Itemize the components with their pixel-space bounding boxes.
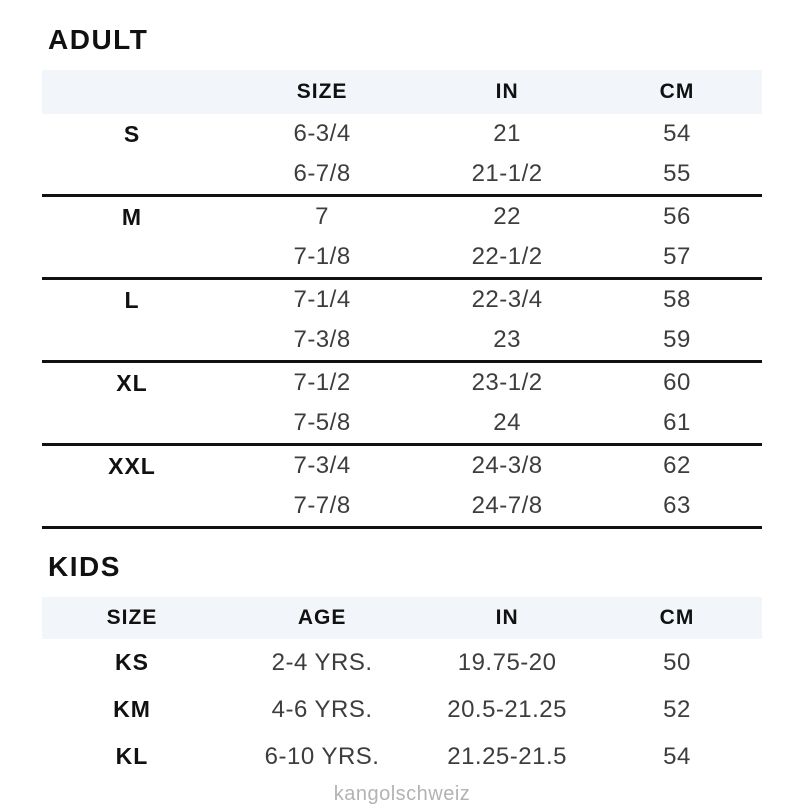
table-row [42,280,762,320]
kids-table-header [42,597,762,639]
cm-value: 61 [663,409,691,436]
size-label: M [121,203,143,230]
kids-col-size: SIZE [106,606,158,629]
size-group-m [42,197,762,280]
cm-value: 59 [663,326,691,353]
inches-value: 22-1/2 [471,243,543,270]
cm-value: 62 [663,452,691,479]
table-row [42,363,762,403]
table-row [42,197,762,237]
hat-size-value: 7-3/8 [293,326,351,353]
table-row [42,686,762,733]
kids-col-in: IN [495,606,519,629]
size-group-l [42,280,762,363]
size-label: KL [115,743,149,769]
table-row [42,320,762,360]
cm-value: 55 [663,160,691,187]
table-row [42,639,762,686]
adult-size-table [42,70,762,529]
kids-heading: KIDS [48,551,121,582]
inches-value: 22 [493,203,521,230]
inches-value: 23-1/2 [471,369,543,396]
adult-col-in: IN [495,80,519,103]
cm-value: 56 [663,203,691,230]
inches-value: 21 [493,120,521,147]
adult-section [42,26,762,529]
inches-value: 21.25-21.5 [447,742,567,770]
hat-size-value: 7-5/8 [293,409,351,436]
size-label: KM [113,696,151,722]
size-label: XXL [108,452,156,479]
inches-value: 23 [493,326,521,353]
watermark: kangolschweiz [333,783,471,804]
kids-col-age: AGE [297,606,347,629]
kids-size-table [42,597,762,780]
inches-value: 20.5-21.25 [447,695,567,723]
table-row [42,733,762,780]
adult-heading: ADULT [48,24,149,55]
size-group-s [42,114,762,197]
cm-value: 58 [663,286,691,313]
kids-col-cm: CM [659,606,695,629]
inches-value: 19.75-20 [457,648,557,676]
inches-value: 24 [493,409,521,436]
age-value: 6-10 YRS. [264,742,380,770]
adult-col-cm: CM [659,80,695,103]
cm-value: 60 [663,369,691,396]
inches-value: 21-1/2 [471,160,543,187]
table-row [42,486,762,526]
cm-value: 52 [663,695,691,723]
hat-size-value: 7-1/4 [293,286,351,313]
inches-value: 24-7/8 [471,492,543,519]
size-label: S [123,120,141,147]
size-label: XL [116,369,148,396]
age-value: 2-4 YRS. [271,648,373,676]
table-row [42,403,762,443]
size-label: L [124,286,140,313]
hat-size-value: 6-7/8 [293,160,351,187]
cm-value: 54 [663,742,691,770]
hat-size-value: 6-3/4 [293,120,351,147]
table-row [42,237,762,277]
size-label: KS [115,649,149,675]
table-row [42,446,762,486]
size-group-xl [42,363,762,446]
cm-value: 50 [663,648,691,676]
size-group-xxl [42,446,762,529]
table-row [42,114,762,154]
age-value: 4-6 YRS. [271,695,373,723]
hat-size-value: 7-7/8 [293,492,351,519]
hat-size-value: 7-3/4 [293,452,351,479]
hat-size-value: 7 [315,203,329,230]
inches-value: 22-3/4 [471,286,543,313]
inches-value: 24-3/8 [471,452,543,479]
cm-value: 54 [663,120,691,147]
adult-table-header [42,70,762,114]
kids-section [42,553,762,780]
adult-col-size: SIZE [296,80,348,103]
table-row [42,154,762,194]
cm-value: 57 [663,243,691,270]
hat-size-value: 7-1/2 [293,369,351,396]
cm-value: 63 [663,492,691,519]
hat-size-value: 7-1/8 [293,243,351,270]
